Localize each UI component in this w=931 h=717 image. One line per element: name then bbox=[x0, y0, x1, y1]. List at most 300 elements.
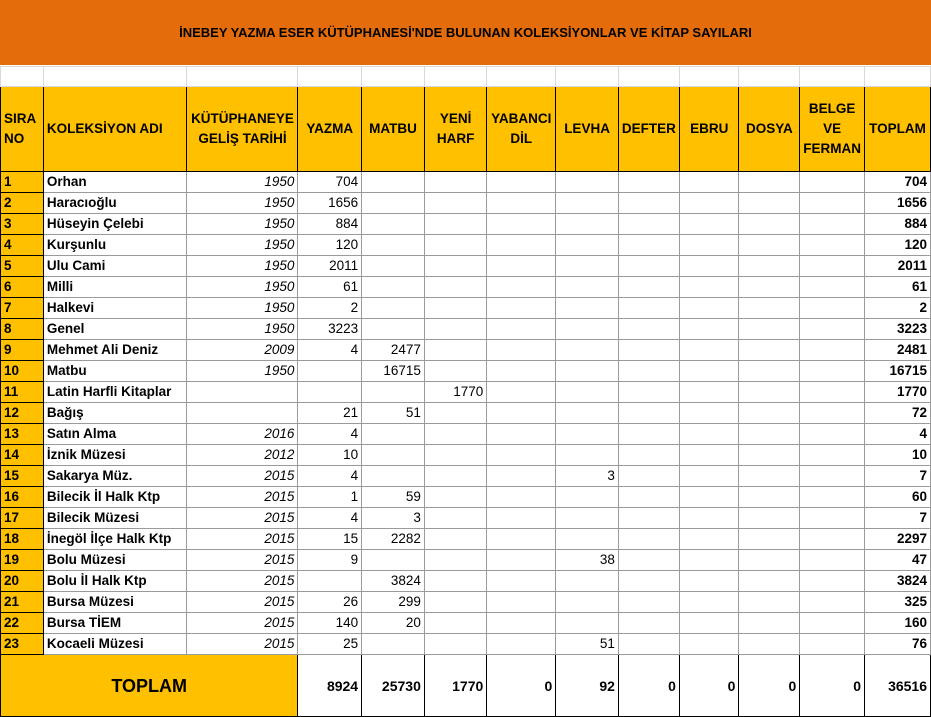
cell-yeni-harf[interactable] bbox=[424, 172, 486, 193]
cell-dosya[interactable] bbox=[739, 445, 800, 466]
cell-ebru[interactable] bbox=[679, 193, 739, 214]
cell-dosya[interactable] bbox=[739, 550, 800, 571]
cell-yeni-harf[interactable] bbox=[424, 235, 486, 256]
cell-yabanci-dil[interactable] bbox=[487, 172, 556, 193]
total-defter[interactable]: 0 bbox=[618, 655, 679, 717]
cell-matbu[interactable] bbox=[362, 172, 425, 193]
cell-matbu[interactable] bbox=[362, 424, 425, 445]
total-ebru[interactable]: 0 bbox=[679, 655, 739, 717]
cell-yabanci-dil[interactable] bbox=[487, 382, 556, 403]
cell-gelis-tarihi[interactable]: 1950 bbox=[187, 235, 298, 256]
cell-yabanci-dil[interactable] bbox=[487, 361, 556, 382]
cell-koleksiyon-adi[interactable]: Milli bbox=[43, 277, 187, 298]
cell-matbu[interactable]: 2477 bbox=[362, 340, 425, 361]
cell-defter[interactable] bbox=[618, 571, 679, 592]
cell-yabanci-dil[interactable] bbox=[487, 466, 556, 487]
cell-ebru[interactable] bbox=[679, 298, 739, 319]
cell-matbu[interactable]: 2282 bbox=[362, 529, 425, 550]
cell-sira[interactable]: 1 bbox=[1, 172, 44, 193]
cell-gelis-tarihi[interactable] bbox=[187, 382, 298, 403]
cell-levha[interactable] bbox=[556, 256, 619, 277]
cell-yazma[interactable]: 10 bbox=[298, 445, 362, 466]
cell-sira[interactable]: 22 bbox=[1, 613, 44, 634]
cell-dosya[interactable] bbox=[739, 403, 800, 424]
cell-yeni-harf[interactable] bbox=[424, 571, 486, 592]
cell-koleksiyon-adi[interactable]: Haracıoğlu bbox=[43, 193, 187, 214]
cell-yeni-harf[interactable] bbox=[424, 613, 486, 634]
cell-defter[interactable] bbox=[618, 613, 679, 634]
cell-yeni-harf[interactable] bbox=[424, 403, 486, 424]
cell-defter[interactable] bbox=[618, 319, 679, 340]
cell-sira[interactable]: 3 bbox=[1, 214, 44, 235]
cell-belge-ferman[interactable] bbox=[800, 550, 865, 571]
cell-yazma[interactable]: 2 bbox=[298, 298, 362, 319]
cell-yabanci-dil[interactable] bbox=[487, 613, 556, 634]
cell-dosya[interactable] bbox=[739, 529, 800, 550]
cell-belge-ferman[interactable] bbox=[800, 277, 865, 298]
cell-gelis-tarihi[interactable]: 2015 bbox=[187, 508, 298, 529]
cell-matbu[interactable]: 299 bbox=[362, 592, 425, 613]
cell-yabanci-dil[interactable] bbox=[487, 319, 556, 340]
cell-koleksiyon-adi[interactable]: Kurşunlu bbox=[43, 235, 187, 256]
cell-ebru[interactable] bbox=[679, 319, 739, 340]
cell-defter[interactable] bbox=[618, 382, 679, 403]
cell-gelis-tarihi[interactable]: 2015 bbox=[187, 613, 298, 634]
cell-gelis-tarihi[interactable]: 1950 bbox=[187, 256, 298, 277]
cell-belge-ferman[interactable] bbox=[800, 424, 865, 445]
cell-koleksiyon-adi[interactable]: Bolu Müzesi bbox=[43, 550, 187, 571]
cell-yazma[interactable]: 140 bbox=[298, 613, 362, 634]
cell-belge-ferman[interactable] bbox=[800, 403, 865, 424]
cell-yeni-harf[interactable] bbox=[424, 193, 486, 214]
cell-levha[interactable] bbox=[556, 445, 619, 466]
cell-yazma[interactable]: 4 bbox=[298, 340, 362, 361]
cell-yazma[interactable]: 26 bbox=[298, 592, 362, 613]
cell-yeni-harf[interactable] bbox=[424, 445, 486, 466]
header-defter[interactable]: DEFTER bbox=[618, 87, 679, 172]
cell-matbu[interactable]: 3 bbox=[362, 508, 425, 529]
cell-matbu[interactable] bbox=[362, 445, 425, 466]
cell-yeni-harf[interactable] bbox=[424, 592, 486, 613]
cell-yabanci-dil[interactable] bbox=[487, 550, 556, 571]
cell-yazma[interactable] bbox=[298, 571, 362, 592]
cell-toplam[interactable]: 2297 bbox=[865, 529, 931, 550]
cell-belge-ferman[interactable] bbox=[800, 193, 865, 214]
cell-defter[interactable] bbox=[618, 298, 679, 319]
cell-yeni-harf[interactable] bbox=[424, 340, 486, 361]
cell-belge-ferman[interactable] bbox=[800, 235, 865, 256]
cell-sira[interactable]: 17 bbox=[1, 508, 44, 529]
cell-yabanci-dil[interactable] bbox=[487, 235, 556, 256]
cell-yazma[interactable] bbox=[298, 361, 362, 382]
cell-sira[interactable]: 8 bbox=[1, 319, 44, 340]
cell-ebru[interactable] bbox=[679, 256, 739, 277]
cell-yazma[interactable]: 4 bbox=[298, 508, 362, 529]
cell-matbu[interactable] bbox=[362, 550, 425, 571]
cell-levha[interactable] bbox=[556, 403, 619, 424]
cell-ebru[interactable] bbox=[679, 361, 739, 382]
cell-gelis-tarihi[interactable]: 1950 bbox=[187, 172, 298, 193]
cell-levha[interactable] bbox=[556, 361, 619, 382]
cell-defter[interactable] bbox=[618, 403, 679, 424]
cell-toplam[interactable]: 325 bbox=[865, 592, 931, 613]
cell-gelis-tarihi[interactable]: 1950 bbox=[187, 298, 298, 319]
cell-yazma[interactable]: 120 bbox=[298, 235, 362, 256]
header-levha[interactable]: LEVHA bbox=[556, 87, 619, 172]
cell-levha[interactable] bbox=[556, 508, 619, 529]
cell-koleksiyon-adi[interactable]: Hüseyin Çelebi bbox=[43, 214, 187, 235]
cell-gelis-tarihi[interactable]: 2015 bbox=[187, 487, 298, 508]
header-gelis-tarihi[interactable]: KÜTÜPHANEYE GELİŞ TARİHİ bbox=[187, 87, 298, 172]
cell-koleksiyon-adi[interactable]: Bursa TİEM bbox=[43, 613, 187, 634]
header-koleksiyon[interactable]: KOLEKSİYON ADI bbox=[43, 87, 187, 172]
cell-ebru[interactable] bbox=[679, 172, 739, 193]
cell-defter[interactable] bbox=[618, 445, 679, 466]
cell-matbu[interactable] bbox=[362, 319, 425, 340]
cell-koleksiyon-adi[interactable]: Bolu İl Halk Ktp bbox=[43, 571, 187, 592]
cell-ebru[interactable] bbox=[679, 403, 739, 424]
cell-defter[interactable] bbox=[618, 550, 679, 571]
cell-belge-ferman[interactable] bbox=[800, 361, 865, 382]
cell-koleksiyon-adi[interactable]: Bilecik Müzesi bbox=[43, 508, 187, 529]
cell-dosya[interactable] bbox=[739, 613, 800, 634]
cell-dosya[interactable] bbox=[739, 424, 800, 445]
cell-levha[interactable] bbox=[556, 235, 619, 256]
cell-defter[interactable] bbox=[618, 487, 679, 508]
cell-yeni-harf[interactable] bbox=[424, 361, 486, 382]
total-yazma[interactable]: 8924 bbox=[298, 655, 362, 717]
header-dosya[interactable]: DOSYA bbox=[739, 87, 800, 172]
cell-levha[interactable] bbox=[556, 319, 619, 340]
cell-dosya[interactable] bbox=[739, 256, 800, 277]
cell-dosya[interactable] bbox=[739, 571, 800, 592]
cell-dosya[interactable] bbox=[739, 319, 800, 340]
cell-gelis-tarihi[interactable]: 2012 bbox=[187, 445, 298, 466]
header-yazma[interactable]: YAZMA bbox=[298, 87, 362, 172]
cell-yazma[interactable]: 25 bbox=[298, 634, 362, 655]
cell-sira[interactable]: 10 bbox=[1, 361, 44, 382]
cell-levha[interactable] bbox=[556, 487, 619, 508]
cell-defter[interactable] bbox=[618, 214, 679, 235]
cell-gelis-tarihi[interactable]: 1950 bbox=[187, 319, 298, 340]
cell-yazma[interactable]: 2011 bbox=[298, 256, 362, 277]
cell-toplam[interactable]: 120 bbox=[865, 235, 931, 256]
cell-matbu[interactable] bbox=[362, 298, 425, 319]
cell-gelis-tarihi[interactable]: 2015 bbox=[187, 592, 298, 613]
cell-levha[interactable] bbox=[556, 214, 619, 235]
cell-ebru[interactable] bbox=[679, 487, 739, 508]
cell-defter[interactable] bbox=[618, 193, 679, 214]
cell-yabanci-dil[interactable] bbox=[487, 592, 556, 613]
cell-sira[interactable]: 11 bbox=[1, 382, 44, 403]
cell-defter[interactable] bbox=[618, 424, 679, 445]
cell-levha[interactable]: 3 bbox=[556, 466, 619, 487]
cell-toplam[interactable]: 4 bbox=[865, 424, 931, 445]
cell-yeni-harf[interactable] bbox=[424, 508, 486, 529]
cell-toplam[interactable]: 2481 bbox=[865, 340, 931, 361]
total-toplam[interactable]: 36516 bbox=[865, 655, 931, 717]
total-yeni[interactable]: 1770 bbox=[424, 655, 486, 717]
cell-ebru[interactable] bbox=[679, 466, 739, 487]
cell-levha[interactable] bbox=[556, 193, 619, 214]
cell-ebru[interactable] bbox=[679, 445, 739, 466]
cell-gelis-tarihi[interactable]: 1950 bbox=[187, 361, 298, 382]
cell-ebru[interactable] bbox=[679, 508, 739, 529]
cell-koleksiyon-adi[interactable]: Bursa Müzesi bbox=[43, 592, 187, 613]
cell-levha[interactable]: 51 bbox=[556, 634, 619, 655]
cell-ebru[interactable] bbox=[679, 634, 739, 655]
cell-ebru[interactable] bbox=[679, 424, 739, 445]
cell-matbu[interactable] bbox=[362, 277, 425, 298]
cell-defter[interactable] bbox=[618, 277, 679, 298]
cell-levha[interactable] bbox=[556, 340, 619, 361]
header-yeni-harf[interactable]: YENİ HARF bbox=[424, 87, 486, 172]
cell-ebru[interactable] bbox=[679, 529, 739, 550]
cell-yazma[interactable]: 21 bbox=[298, 403, 362, 424]
cell-levha[interactable] bbox=[556, 592, 619, 613]
cell-ebru[interactable] bbox=[679, 571, 739, 592]
cell-yeni-harf[interactable] bbox=[424, 634, 486, 655]
cell-matbu[interactable] bbox=[362, 214, 425, 235]
cell-yazma[interactable] bbox=[298, 382, 362, 403]
total-levha[interactable]: 92 bbox=[556, 655, 619, 717]
cell-ebru[interactable] bbox=[679, 214, 739, 235]
cell-yeni-harf[interactable]: 1770 bbox=[424, 382, 486, 403]
cell-koleksiyon-adi[interactable]: Kocaeli Müzesi bbox=[43, 634, 187, 655]
cell-yeni-harf[interactable] bbox=[424, 256, 486, 277]
cell-yabanci-dil[interactable] bbox=[487, 571, 556, 592]
cell-yabanci-dil[interactable] bbox=[487, 634, 556, 655]
cell-defter[interactable] bbox=[618, 529, 679, 550]
cell-yazma[interactable]: 884 bbox=[298, 214, 362, 235]
cell-matbu[interactable]: 16715 bbox=[362, 361, 425, 382]
cell-belge-ferman[interactable] bbox=[800, 529, 865, 550]
cell-koleksiyon-adi[interactable]: Orhan bbox=[43, 172, 187, 193]
cell-toplam[interactable]: 1770 bbox=[865, 382, 931, 403]
cell-yabanci-dil[interactable] bbox=[487, 256, 556, 277]
cell-belge-ferman[interactable] bbox=[800, 592, 865, 613]
cell-yeni-harf[interactable] bbox=[424, 298, 486, 319]
cell-levha[interactable] bbox=[556, 172, 619, 193]
cell-dosya[interactable] bbox=[739, 214, 800, 235]
cell-gelis-tarihi[interactable] bbox=[187, 403, 298, 424]
cell-defter[interactable] bbox=[618, 172, 679, 193]
cell-koleksiyon-adi[interactable]: Bilecik İl Halk Ktp bbox=[43, 487, 187, 508]
cell-belge-ferman[interactable] bbox=[800, 571, 865, 592]
cell-dosya[interactable] bbox=[739, 277, 800, 298]
cell-sira[interactable]: 12 bbox=[1, 403, 44, 424]
header-matbu[interactable]: MATBU bbox=[362, 87, 425, 172]
cell-sira[interactable]: 14 bbox=[1, 445, 44, 466]
cell-yabanci-dil[interactable] bbox=[487, 445, 556, 466]
cell-belge-ferman[interactable] bbox=[800, 319, 865, 340]
cell-matbu[interactable] bbox=[362, 235, 425, 256]
header-yabanci-dil[interactable]: YABANCI DİL bbox=[487, 87, 556, 172]
cell-yabanci-dil[interactable] bbox=[487, 487, 556, 508]
cell-matbu[interactable] bbox=[362, 382, 425, 403]
cell-koleksiyon-adi[interactable]: Mehmet Ali Deniz bbox=[43, 340, 187, 361]
cell-yeni-harf[interactable] bbox=[424, 529, 486, 550]
cell-gelis-tarihi[interactable]: 1950 bbox=[187, 277, 298, 298]
cell-dosya[interactable] bbox=[739, 193, 800, 214]
cell-yeni-harf[interactable] bbox=[424, 277, 486, 298]
cell-matbu[interactable] bbox=[362, 256, 425, 277]
cell-toplam[interactable]: 16715 bbox=[865, 361, 931, 382]
cell-yazma[interactable]: 1656 bbox=[298, 193, 362, 214]
cell-ebru[interactable] bbox=[679, 235, 739, 256]
cell-koleksiyon-adi[interactable]: Halkevi bbox=[43, 298, 187, 319]
cell-sira[interactable]: 4 bbox=[1, 235, 44, 256]
cell-matbu[interactable] bbox=[362, 634, 425, 655]
cell-belge-ferman[interactable] bbox=[800, 340, 865, 361]
cell-defter[interactable] bbox=[618, 466, 679, 487]
cell-gelis-tarihi[interactable]: 2016 bbox=[187, 424, 298, 445]
cell-belge-ferman[interactable] bbox=[800, 487, 865, 508]
totals-label[interactable]: TOPLAM bbox=[1, 655, 298, 717]
cell-sira[interactable]: 18 bbox=[1, 529, 44, 550]
cell-gelis-tarihi[interactable]: 1950 bbox=[187, 193, 298, 214]
cell-defter[interactable] bbox=[618, 256, 679, 277]
cell-yeni-harf[interactable] bbox=[424, 550, 486, 571]
cell-matbu[interactable]: 51 bbox=[362, 403, 425, 424]
cell-levha[interactable] bbox=[556, 571, 619, 592]
cell-dosya[interactable] bbox=[739, 298, 800, 319]
cell-matbu[interactable] bbox=[362, 466, 425, 487]
cell-dosya[interactable] bbox=[739, 466, 800, 487]
cell-koleksiyon-adi[interactable]: Genel bbox=[43, 319, 187, 340]
cell-yeni-harf[interactable] bbox=[424, 487, 486, 508]
cell-ebru[interactable] bbox=[679, 592, 739, 613]
cell-levha[interactable] bbox=[556, 298, 619, 319]
cell-dosya[interactable] bbox=[739, 235, 800, 256]
cell-yabanci-dil[interactable] bbox=[487, 424, 556, 445]
cell-yeni-harf[interactable] bbox=[424, 424, 486, 445]
cell-matbu[interactable]: 3824 bbox=[362, 571, 425, 592]
cell-belge-ferman[interactable] bbox=[800, 466, 865, 487]
cell-defter[interactable] bbox=[618, 235, 679, 256]
cell-koleksiyon-adi[interactable]: Bağış bbox=[43, 403, 187, 424]
cell-yeni-harf[interactable] bbox=[424, 466, 486, 487]
cell-gelis-tarihi[interactable]: 2009 bbox=[187, 340, 298, 361]
cell-ebru[interactable] bbox=[679, 613, 739, 634]
cell-sira[interactable]: 7 bbox=[1, 298, 44, 319]
total-matbu[interactable]: 25730 bbox=[362, 655, 425, 717]
cell-ebru[interactable] bbox=[679, 550, 739, 571]
cell-toplam[interactable]: 704 bbox=[865, 172, 931, 193]
cell-defter[interactable] bbox=[618, 340, 679, 361]
cell-yabanci-dil[interactable] bbox=[487, 277, 556, 298]
cell-levha[interactable] bbox=[556, 382, 619, 403]
cell-belge-ferman[interactable] bbox=[800, 298, 865, 319]
cell-belge-ferman[interactable] bbox=[800, 256, 865, 277]
total-belge[interactable]: 0 bbox=[800, 655, 865, 717]
cell-sira[interactable]: 6 bbox=[1, 277, 44, 298]
cell-yabanci-dil[interactable] bbox=[487, 529, 556, 550]
cell-yeni-harf[interactable] bbox=[424, 214, 486, 235]
cell-matbu[interactable]: 20 bbox=[362, 613, 425, 634]
cell-dosya[interactable] bbox=[739, 634, 800, 655]
cell-dosya[interactable] bbox=[739, 508, 800, 529]
cell-defter[interactable] bbox=[618, 508, 679, 529]
cell-gelis-tarihi[interactable]: 2015 bbox=[187, 550, 298, 571]
cell-toplam[interactable]: 7 bbox=[865, 508, 931, 529]
cell-belge-ferman[interactable] bbox=[800, 214, 865, 235]
cell-sira[interactable]: 13 bbox=[1, 424, 44, 445]
cell-sira[interactable]: 20 bbox=[1, 571, 44, 592]
cell-toplam[interactable]: 160 bbox=[865, 613, 931, 634]
cell-koleksiyon-adi[interactable]: Matbu bbox=[43, 361, 187, 382]
cell-toplam[interactable]: 2011 bbox=[865, 256, 931, 277]
cell-toplam[interactable]: 10 bbox=[865, 445, 931, 466]
cell-yabanci-dil[interactable] bbox=[487, 403, 556, 424]
cell-toplam[interactable]: 60 bbox=[865, 487, 931, 508]
cell-toplam[interactable]: 7 bbox=[865, 466, 931, 487]
cell-defter[interactable] bbox=[618, 634, 679, 655]
cell-sira[interactable]: 19 bbox=[1, 550, 44, 571]
cell-yazma[interactable]: 9 bbox=[298, 550, 362, 571]
cell-belge-ferman[interactable] bbox=[800, 634, 865, 655]
cell-yabanci-dil[interactable] bbox=[487, 508, 556, 529]
cell-koleksiyon-adi[interactable]: Sakarya Müz. bbox=[43, 466, 187, 487]
cell-dosya[interactable] bbox=[739, 340, 800, 361]
cell-koleksiyon-adi[interactable]: Satın Alma bbox=[43, 424, 187, 445]
header-toplam[interactable]: TOPLAM bbox=[865, 87, 931, 172]
cell-belge-ferman[interactable] bbox=[800, 508, 865, 529]
cell-toplam[interactable]: 61 bbox=[865, 277, 931, 298]
cell-gelis-tarihi[interactable]: 2015 bbox=[187, 571, 298, 592]
cell-dosya[interactable] bbox=[739, 172, 800, 193]
cell-toplam[interactable]: 76 bbox=[865, 634, 931, 655]
cell-toplam[interactable]: 884 bbox=[865, 214, 931, 235]
cell-gelis-tarihi[interactable]: 2015 bbox=[187, 529, 298, 550]
cell-yabanci-dil[interactable] bbox=[487, 193, 556, 214]
cell-gelis-tarihi[interactable]: 2015 bbox=[187, 466, 298, 487]
cell-gelis-tarihi[interactable]: 1950 bbox=[187, 214, 298, 235]
cell-yazma[interactable]: 61 bbox=[298, 277, 362, 298]
cell-koleksiyon-adi[interactable]: İznik Müzesi bbox=[43, 445, 187, 466]
cell-toplam[interactable]: 47 bbox=[865, 550, 931, 571]
cell-yabanci-dil[interactable] bbox=[487, 340, 556, 361]
cell-yazma[interactable]: 15 bbox=[298, 529, 362, 550]
total-dosya[interactable]: 0 bbox=[739, 655, 800, 717]
cell-yeni-harf[interactable] bbox=[424, 319, 486, 340]
cell-dosya[interactable] bbox=[739, 361, 800, 382]
cell-levha[interactable] bbox=[556, 424, 619, 445]
cell-sira[interactable]: 16 bbox=[1, 487, 44, 508]
cell-matbu[interactable]: 59 bbox=[362, 487, 425, 508]
cell-belge-ferman[interactable] bbox=[800, 613, 865, 634]
cell-yazma[interactable]: 3223 bbox=[298, 319, 362, 340]
total-yabanci[interactable]: 0 bbox=[487, 655, 556, 717]
cell-matbu[interactable] bbox=[362, 193, 425, 214]
cell-yazma[interactable]: 704 bbox=[298, 172, 362, 193]
header-sira[interactable]: SIRA NO bbox=[1, 87, 44, 172]
cell-ebru[interactable] bbox=[679, 382, 739, 403]
cell-koleksiyon-adi[interactable]: İnegöl İlçe Halk Ktp bbox=[43, 529, 187, 550]
cell-ebru[interactable] bbox=[679, 277, 739, 298]
cell-ebru[interactable] bbox=[679, 340, 739, 361]
cell-belge-ferman[interactable] bbox=[800, 382, 865, 403]
cell-toplam[interactable]: 3223 bbox=[865, 319, 931, 340]
cell-toplam[interactable]: 72 bbox=[865, 403, 931, 424]
cell-toplam[interactable]: 1656 bbox=[865, 193, 931, 214]
cell-dosya[interactable] bbox=[739, 487, 800, 508]
cell-yabanci-dil[interactable] bbox=[487, 298, 556, 319]
cell-sira[interactable]: 15 bbox=[1, 466, 44, 487]
cell-sira[interactable]: 5 bbox=[1, 256, 44, 277]
cell-gelis-tarihi[interactable]: 2015 bbox=[187, 634, 298, 655]
cell-levha[interactable] bbox=[556, 529, 619, 550]
